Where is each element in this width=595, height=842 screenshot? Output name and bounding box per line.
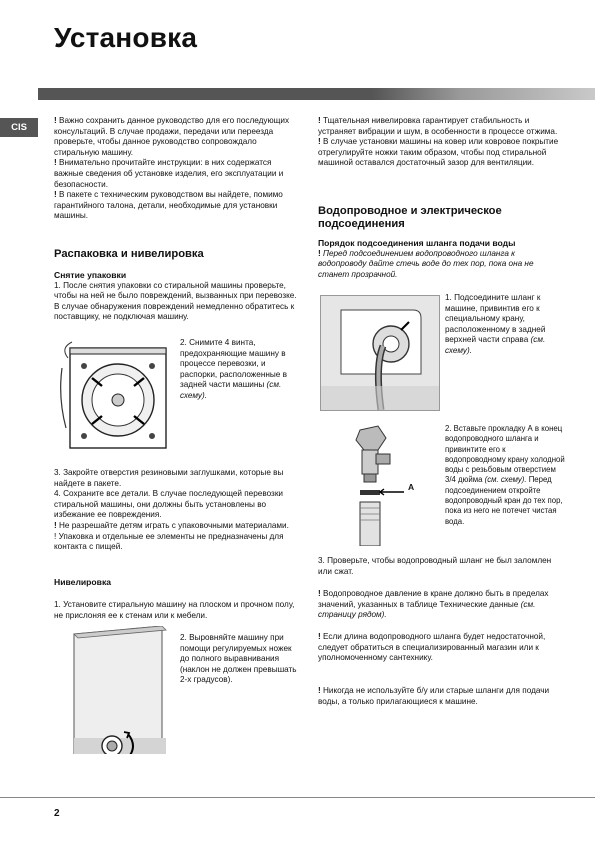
unpack-step-2: 2. Снимите 4 винта, предохраняющие машину в процессе перевозки, и распорки, расположенные в задней части машины (см. схему). (180, 338, 287, 400)
level-step-2: 2. Выровняйте машину при помощи регулируемых ножек до полного выравнивания (наклон не должен превышать 2-х градусов). (180, 633, 297, 685)
leveling-note: ! Тщательная нивелировка гарантирует стабильность и устраняет вибрации и шум, в особенности в процессе отжима. (318, 116, 558, 136)
unpack-step-1b: В случае обнаружения повреждений немедленно обратитесь к поставщику, не подключая машину. (54, 301, 295, 322)
subheading-hose: Порядок подсоединения шланга подачи воды (318, 238, 516, 248)
page-title: Установка (54, 22, 198, 53)
hose-step-3: 3. Проверьте, чтобы водопроводный шланг не был заломлен или сжат. (318, 556, 552, 576)
intro-paragraph: ! Важно сохранить данное руководство для его последующих консультаций. В случае продажи, передачи или переезда проверьте, чтобы данное руководство сопровождало стиральную машину. (54, 116, 290, 157)
hose-step-1: 1. Подсоедините шланг к машине, привинтив его к специальному крану, расположенному в задней верхней части справа (см. схему). (445, 293, 546, 355)
warning-children: ! Не разрешайте детям играть с упаковочными материалами. (54, 520, 289, 530)
unpack-step-4: 4. Сохраните все детали. В случае последующей перевозки стиральной машины, они должны быть установлены во избежание ее повреждения. (54, 489, 283, 520)
hose-machine-icon (321, 296, 439, 410)
leveling-note: ! В случае установки машины на ковер или ковровое покрытие отрегулируйте ножки таким образом, чтобы под стиральной машиной оставался достаточный зазор для вентиляции. (318, 137, 559, 168)
leveling-notes (318, 116, 561, 169)
header-bar-gradient (372, 88, 595, 100)
intro-paragraph: ! Внимательно прочитайте инструкции: в них содержатся важные сведения об установке изделия, его эксплуатации и безопасности. (54, 158, 284, 189)
unpack-more-block (54, 468, 297, 553)
page-number: 2 (54, 808, 60, 819)
footer-divider (0, 797, 595, 798)
level-step-1: 1. Установите стиральную машину на плоском и прочном полу, не прислоняя ее к стенам или к мебели. (54, 600, 295, 620)
section-heading-unpacking: Распаковка и нивелировка (54, 248, 204, 260)
hose-length-note: ! Если длина водопроводного шланга будет недостаточной, следует обратиться в специализированный магазин или к уполномоченному сантехнику. (318, 632, 546, 663)
language-tab: CIS (0, 118, 38, 137)
subheading-leveling: Нивелировка (54, 577, 112, 587)
pressure-note: ! Водопроводное давление в кране должно быть в пределах значений, указанных в таблице Технические данные (см. страницу рядом). (318, 589, 549, 620)
washer-foot-illustration (54, 626, 170, 754)
intro-block (54, 116, 297, 222)
unpack-step-3: 3. Закройте отверстия резиновыми заглушками, которые вы найдете в пакете. (54, 468, 284, 488)
hose-step-2: 2. Вставьте прокладку А в конец водопроводного шланга и привинтите его к водопроводному крану холодной воды с резьбовым отверстием 3/4 дюйма (см. схему). Перед подсоединением откройте водопроводный кран до тех пор, пока из него не потечет чистая вода. (445, 424, 565, 526)
section-heading-connections: Водопроводное и электрическое подсоединения (318, 205, 502, 230)
figure-label-a: A (408, 482, 415, 492)
hose-block (318, 238, 561, 280)
washer-back-illustration (58, 338, 174, 454)
subheading-unpack: Снятие упаковки (54, 270, 127, 280)
washer-foot-icon (54, 626, 170, 754)
washer-back-icon (58, 338, 174, 454)
warning-packaging: ! Упаковка и отдельные ее элементы не предназначены для контакта с пищей. (54, 531, 284, 552)
unpack-block (54, 270, 297, 323)
hose-warning: ! Перед подсоединением водопроводного шланга к водопроводу дайте стечь воде до тех пор, пока она не станет прозрачной. (318, 248, 534, 279)
unpack-step-1: 1. После снятия упаковки со стиральной машины проверьте, чтобы на ней не было повреждений, вызванных при перевозке. (54, 280, 297, 301)
hose-machine-illustration (320, 295, 440, 411)
old-hose-note: ! Никогда не используйте б/у или старые шланги для подачи воды, а только прилагающиеся к машине. (318, 686, 550, 706)
intro-paragraph: ! В пакете с техническим руководством вы найдете, помимо гарантийного талона, детали, необходимые для установки машины. (54, 190, 283, 221)
